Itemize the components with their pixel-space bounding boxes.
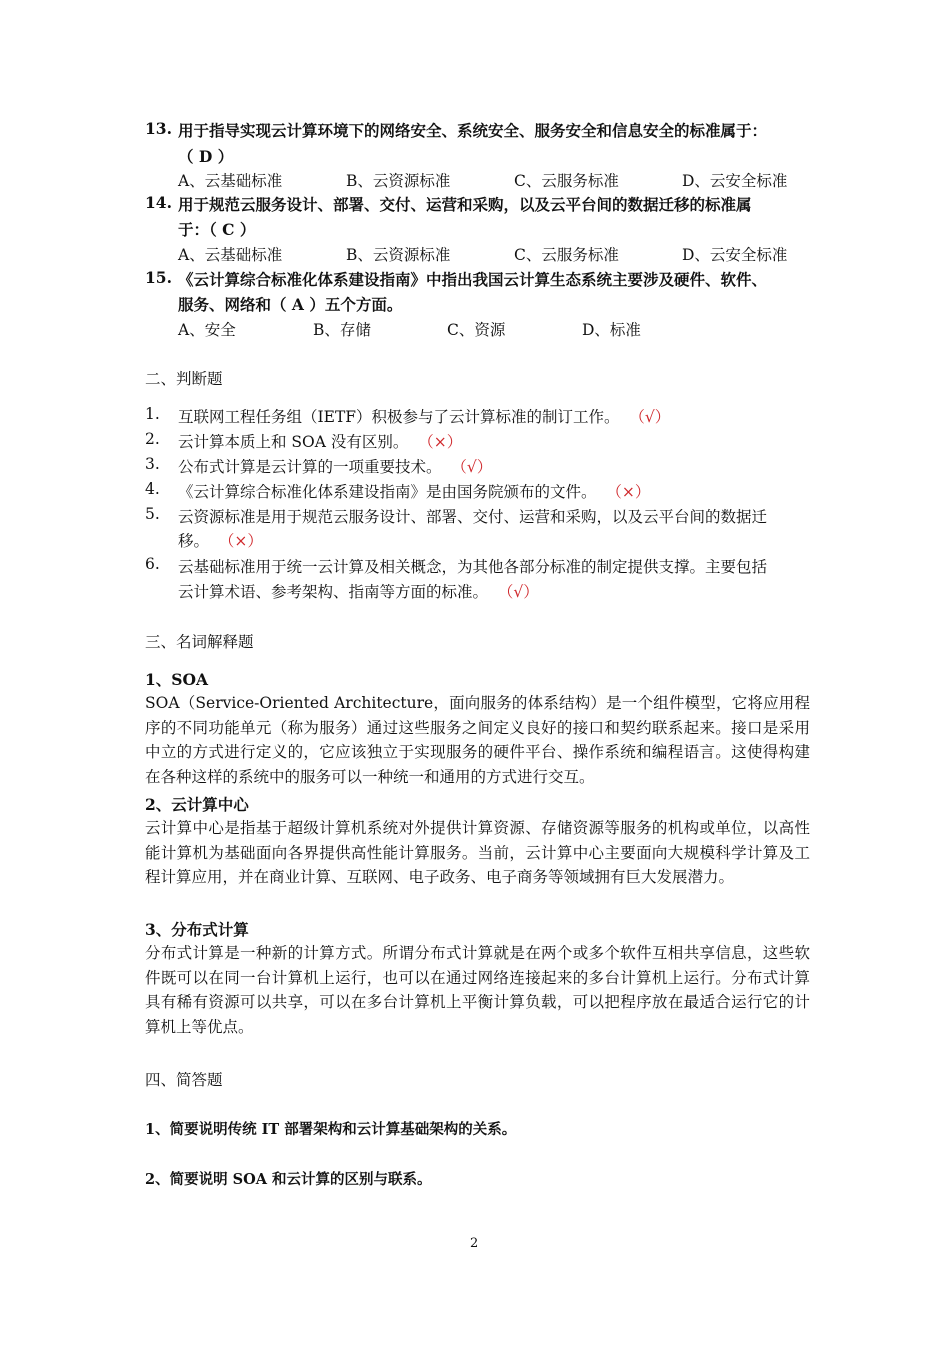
option-b: B、存储 <box>313 321 371 339</box>
answer-mark: （×） <box>218 532 263 550</box>
term-body: SOA（Service-Oriented Architecture，面向服务的体系结构）是一个组件模型，它将应用程序的不同功能单元（称为服务）通过这些服务之间定义良好的接口和契约联系起来。接口是采用中立的方式进行定义的，它应该独立于实现服务的硬件平台、操作系统和编程语言。这使得构建在各种这样的系统中的服务可以一种统一和通用的方式进行交互。 <box>145 694 810 786</box>
answer-mark: （√） <box>451 458 493 476</box>
answer-mark: （×） <box>606 483 651 501</box>
question-text: 《云计算综合标准化体系建设指南》中指出我国云计算生态系统主要涉及硬件、软件、 <box>178 270 768 289</box>
judge-item: 互联网工程任务组（IETF）积极参与了云计算标准的制订工作。 （√） <box>178 408 671 426</box>
option-d: D、标准 <box>582 321 641 339</box>
judge-item: 公布式计算是云计算的一项重要技术。 （√） <box>178 458 493 476</box>
item-number: 3. <box>145 455 160 473</box>
judge-item: 《云计算综合标准化体系建设指南》是由国务院颁布的文件。 （×） <box>178 483 651 501</box>
answer-mark: （√） <box>629 408 671 426</box>
term-body: 分布式计算是一种新的计算方式。所谓分布式计算就是在两个或多个软件互相共享信息，这些软件既可以在同一台计算机上运行，也可以在通过网络连接起来的多台计算机上运行。分布式计算具有稀有资源可以共享，可以在多台计算机上平衡计算负载，可以把程序放在最适合运行它的计算机上等优点。 <box>145 944 810 1036</box>
item-number: 4. <box>145 480 160 498</box>
judge-item: 云资源标准是用于规范云服务设计、部署、交付、运营和采购，以及云平台间的数据迁 <box>178 508 768 526</box>
section-heading: 三、名词解释题 <box>145 633 254 651</box>
term-title: 1、SOA <box>145 670 209 689</box>
option-d: D、云安全标准 <box>682 172 788 190</box>
option-c: C、云服务标准 <box>514 172 619 190</box>
judge-item-cont: 云计算术语、参考架构、指南等方面的标准。 （√） <box>178 583 539 601</box>
question-answer: 于：（ C ） <box>178 220 256 239</box>
option-a: A、安全 <box>178 321 236 339</box>
short-answer-question: 1、简要说明传统 IT 部署架构和云计算基础架构的关系。 <box>145 1121 517 1138</box>
option-a: A、云基础标准 <box>178 172 283 190</box>
question-answer: （ D ） <box>178 147 234 166</box>
option-d: D、云安全标准 <box>682 246 788 264</box>
item-number: 2. <box>145 430 160 448</box>
term-body: 云计算中心是指基于超级计算机系统对外提供计算资源、存储资源等服务的机构或单位，以高性能计算机为基础面向各界提供高性能计算服务。当前，云计算中心主要面向大规模科学计算及工程计算应用，并在商业计算、互联网、电子政务、电子商务等领域拥有巨大发展潜力。 <box>145 819 810 886</box>
option-a: A、云基础标准 <box>178 246 283 264</box>
term-title: 2、云计算中心 <box>145 795 249 814</box>
section-heading: 二、判断题 <box>145 370 223 388</box>
option-c: C、资源 <box>447 321 506 339</box>
question-number: 15. <box>145 268 172 287</box>
answer-mark: （×） <box>418 433 463 451</box>
page-number: 2 <box>470 1236 479 1251</box>
question-text: 用于指导实现云计算环境下的网络安全、系统安全、服务安全和信息安全的标准属于： <box>178 121 768 140</box>
option-b: B、云资源标准 <box>346 172 451 190</box>
item-number: 1. <box>145 405 160 423</box>
section-heading: 四、简答题 <box>145 1071 223 1089</box>
judge-item-cont: 移。 （×） <box>178 532 263 550</box>
question-answer: 服务、网络和（ A ）五个方面。 <box>178 295 403 314</box>
judge-item: 云计算本质上和 SOA 没有区别。 （×） <box>178 433 463 451</box>
question-number: 14. <box>145 193 172 212</box>
answer-mark: （√） <box>497 583 539 601</box>
judge-item: 云基础标准用于统一云计算及相关概念，为其他各部分标准的制定提供支撑。主要包括 <box>178 558 768 576</box>
item-number: 6. <box>145 555 160 573</box>
term-title: 3、分布式计算 <box>145 920 249 939</box>
short-answer-question: 2、简要说明 SOA 和云计算的区别与联系。 <box>145 1171 432 1188</box>
option-b: B、云资源标准 <box>346 246 451 264</box>
question-number: 13. <box>145 119 172 138</box>
question-text: 用于规范云服务设计、部署、交付、运营和采购，以及云平台间的数据迁移的标准属 <box>178 195 752 214</box>
option-c: C、云服务标准 <box>514 246 619 264</box>
item-number: 5. <box>145 505 160 523</box>
